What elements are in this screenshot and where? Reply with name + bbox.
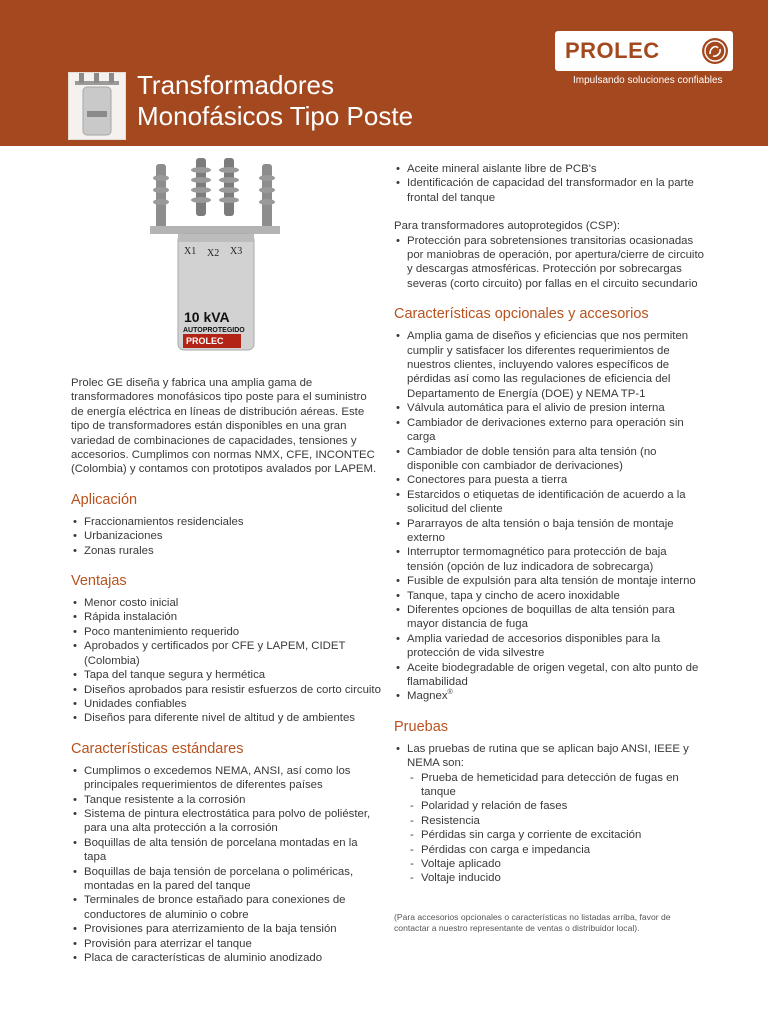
estandares-list-continued [394,162,706,205]
sub-list-item: - Resistencia [394,814,706,828]
list-item: • Aceite mineral aislante libre de PCB's [394,162,706,176]
list-item: • Zonas rurales [71,544,381,558]
prolec-logo [555,31,733,71]
list-item: • Fusible de expulsión para alta tensión de montaje interno [394,574,706,588]
list-item: • Urbanizaciones [71,529,381,543]
bushing-label: X3 [230,246,243,257]
logo-tagline: Impulsando soluciones confiables [573,75,723,86]
type-label: AUTOPROTEGIDO [183,327,245,334]
list-item: • Cambiador de derivaciones externo para operación sin carga [394,416,706,445]
sub-list-item: - Prueba de hemeticidad para detección de fugas en tanque [394,771,706,800]
magnex-text: Magnex [407,690,448,703]
right-column [394,162,706,934]
list-item: • Terminales de bronce estañado para conexiones de conductores de aluminio o cobre [71,893,381,922]
pruebas-list [394,742,706,886]
page-title [137,70,413,132]
list-item: • Tapa del tanque segura y hermética [71,668,381,682]
list-item: • Boquillas de alta tensión de porcelana montadas en la tapa [71,836,381,865]
sub-list-item: - Pérdidas con carga e impedancia [394,843,706,857]
intro-paragraph: Prolec GE diseña y fabrica una amplia gama de transformadores monofásicos tipo poste para el suministro de energía eléctrica en líneas de distribución aéreas. Este tipo de transformadores están disponibles en una gran variedad de combinaciones de capacidades, tensiones y accesorios. Cumplimos con normas NMX, CFE, INCONTEC (Colombia) y contamos con prototipos avalados por LAPEM. [71,377,377,476]
list-item: • Estarcidos o etiquetas de identificación de acuerdo a la solicitud del cliente [394,488,706,517]
csp-list [394,234,706,292]
sub-list-item: - Pérdidas sin carga y corriente de excitación [394,828,706,842]
footer-note: (Para accesorios opcionales o características no listadas arriba, favor de contactar a nuestro representante de ventas o distribuidor local). [394,911,671,933]
list-item: • Poco mantenimiento requerido [71,625,381,639]
list-item: • Tanque resistente a la corrosión [71,793,381,807]
list-item: • Amplia variedad de accesorios disponibles para la protección de vida silvestre [394,632,706,661]
estandares-heading: Características estándares [71,740,244,757]
list-item: • Placa de características de aluminio anodizado [71,951,381,965]
pruebas-heading: Pruebas [394,718,449,735]
list-item: • Cambiador de doble tensión para alta tensión (no disponible con cambiador de derivaciones) [394,445,706,474]
list-item: • Identificación de capacidad del transformador en la parte frontal del tanque [394,176,706,205]
list-item: • Rápida instalación [71,610,381,624]
list-item: • Diseños aprobados para resistir esfuerzos de corto circuito [71,683,381,697]
list-item-magnex [394,689,706,703]
estandares-list [71,764,381,966]
opcionales-list [394,329,706,704]
logo-text: PROLEC [565,38,660,63]
sub-list-item: - Voltaje aplicado [394,857,706,871]
sub-list-item: - Voltaje inducido [394,871,706,885]
left-column [71,376,381,965]
list-item: • Diseños para diferente nivel de altitud y de ambientes [71,711,381,725]
list-item: • Tanque, tapa y cincho de acero inoxidable [394,589,706,603]
bushing-label: X1 [184,246,197,257]
list-item: • Aprobados y certificados por CFE y LAPEM, CIDET (Colombia) [71,639,381,668]
list-item: • Menor costo inicial [71,596,381,610]
registered-mark: ® [447,689,453,697]
list-item: • Provisión para aterrizar el tanque [71,937,381,951]
opcionales-heading: Características opcionales y accesorios [394,306,649,323]
aplicacion-list [71,515,381,558]
sub-list-item: - Polaridad y relación de fases [394,799,706,813]
header-band [0,0,768,146]
list-item: • Diferentes opciones de boquillas de alta tensión para mayor distancia de fuga [394,603,706,632]
list-item: • Provisiones para aterrizamiento de la baja tensión [71,922,381,936]
list-item: • Sistema de pintura electrostática para polvo de poliéster, para una alta protección a la corrosión [71,807,381,836]
list-item: • Cumplimos o excedemos NEMA, ANSI, así como los principales requerimientos de diferentes países [71,764,381,793]
list-item: • Fraccionamientos residenciales [71,515,381,529]
list-item: • Amplia gama de diseños y eficiencias que nos permiten cumplir y satisfacer los diferentes requerimientos de nuestros clientes, incluyendo valores específicos de pérdidas así como las regulaciones de eficiencia del Departamento de Energía (DOE) y NEMA TP-1 [394,329,706,401]
list-item: • Las pruebas de rutina que se aplican bajo ANSI, IEEE y NEMA son: [394,742,706,771]
transformer-thumbnail [68,72,126,140]
title-line-2: Monofásicos Tipo Poste [137,101,414,131]
list-item: • Válvula automática para el alivio de presion interna [394,401,706,415]
list-item: • Interruptor termomagnético para protección de baja tensión (opción de luz indicadora de sobrecarga) [394,545,706,574]
list-item: • Pararrayos de alta tensión o baja tensión de montaje externo [394,517,706,546]
aplicacion-heading: Aplicación [71,491,138,508]
bushing-label: X2 [207,248,220,259]
list-item: • Boquillas de baja tensión de porcelana o poliméricas, montadas en la pared del tanque [71,865,381,894]
ventajas-list [71,596,381,726]
ventajas-heading: Ventajas [71,573,127,590]
list-item: • Unidades confiables [71,697,381,711]
list-item: • Aceite biodegradable de origen vegetal, con alto punto de flamabilidad [394,661,706,690]
rating-label: 10 kVA [184,309,230,325]
transformer-photo [150,158,280,358]
ge-monogram-icon [701,37,729,65]
title-line-1: Transformadores [137,70,334,100]
list-item: • Conectores para puesta a tierra [394,473,706,487]
csp-heading: Para transformadores autoprotegidos (CSP): [394,220,621,233]
list-item: • Protección para sobretensiones transitorias ocasionadas por maniobras de operación, por apertura/cierre de circuito y descargas atmosféricas. Protección por sobrecargas severas (corto circuito) por fallas en el circuito secundario [394,234,706,292]
brand-label: PROLEC [186,336,224,346]
